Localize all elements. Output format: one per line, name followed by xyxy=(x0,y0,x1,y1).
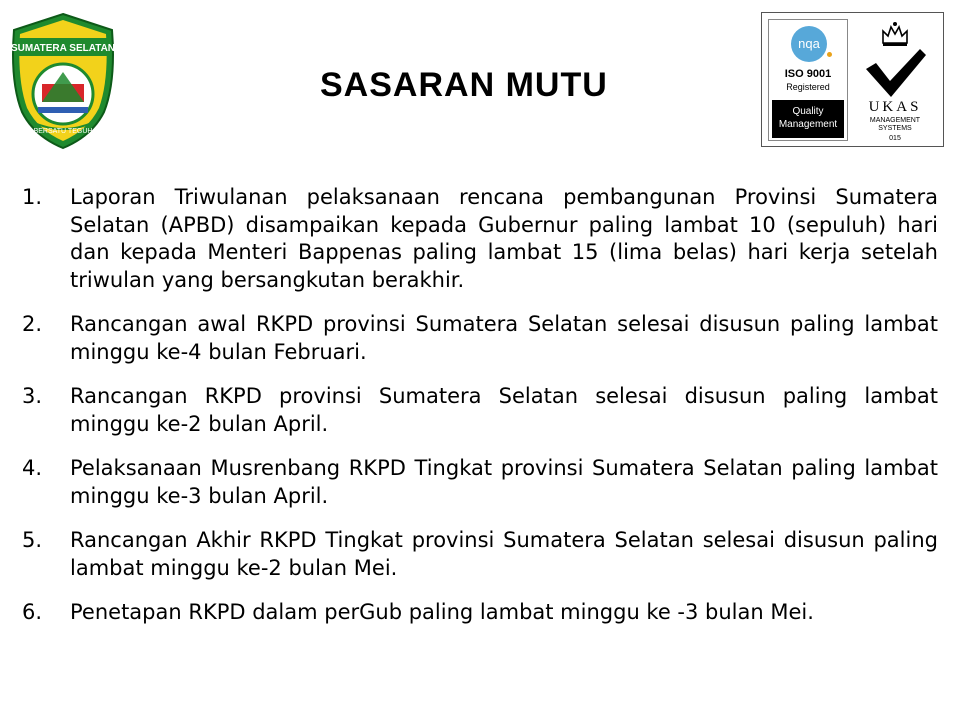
iso-label: ISO 9001 xyxy=(784,68,832,80)
list-item xyxy=(22,599,938,627)
sumatera-selatan-emblem-logo xyxy=(8,12,118,150)
list-item xyxy=(22,184,938,294)
nqa-label: nqa xyxy=(791,26,827,62)
quality-objectives-list xyxy=(22,184,938,644)
item-number: 3. xyxy=(22,384,43,408)
certification-box xyxy=(761,12,944,147)
list-item xyxy=(22,527,938,582)
item-text: Rancangan awal RKPD provinsi Sumatera Selatan selesai disusun paling lambat minggu ke-4 bulan Februari. xyxy=(70,312,938,364)
management-label: Management xyxy=(778,119,838,130)
quality-management-badge xyxy=(772,100,844,138)
ukas-label: UKAS xyxy=(868,99,922,115)
checkmark-icon xyxy=(862,47,928,99)
item-number: 2. xyxy=(22,312,43,336)
list-item xyxy=(22,455,938,510)
nqa-logo xyxy=(768,19,848,141)
item-text: Laporan Triwulanan pelaksanaan rencana pembangunan Provinsi Sumatera Selatan (APBD) disampaikan kepada Gubernur paling lambat 10 (sepuluh) hari dan kepada Menteri Bappenas paling lambat 15 (lima belas) hari kerja setelah triwulan yang bersangkutan berakhir. xyxy=(70,185,938,292)
list-item xyxy=(22,383,938,438)
emblem-bottom-text: BERSATU TEGUH xyxy=(33,128,93,135)
list-item xyxy=(22,311,938,366)
item-text: Penetapan RKPD dalam perGub paling lambat minggu ke -3 bulan Mei. xyxy=(70,600,814,624)
ukas-number: 015 xyxy=(889,135,901,142)
item-text: Rancangan Akhir RKPD Tingkat provinsi Sumatera Selatan selesai disusun paling lambat minggu ke-2 bulan Mei. xyxy=(70,528,938,580)
emblem-top-text: SUMATERA SELATAN xyxy=(10,43,116,54)
item-number: 6. xyxy=(22,600,43,624)
ukas-logo xyxy=(852,19,938,141)
ukas-subtitle xyxy=(852,117,938,133)
ukas-sub-line1: MANAGEMENT xyxy=(869,117,921,124)
page-title: SASARAN MUTU xyxy=(320,66,608,104)
item-number: 5. xyxy=(22,528,43,552)
registered-label: Registered xyxy=(786,82,830,92)
quality-label: Quality xyxy=(792,106,824,117)
crown-icon xyxy=(880,21,910,47)
nqa-dot-icon xyxy=(827,52,832,57)
item-number: 1. xyxy=(22,185,43,209)
ukas-sub-line2: SYSTEMS xyxy=(878,125,912,132)
item-text: Pelaksanaan Musrenbang RKPD Tingkat provinsi Sumatera Selatan paling lambat minggu ke-3 bulan April. xyxy=(70,456,938,508)
item-number: 4. xyxy=(22,456,43,480)
item-text: Rancangan RKPD provinsi Sumatera Selatan selesai disusun paling lambat minggu ke-2 bulan April. xyxy=(70,384,938,436)
